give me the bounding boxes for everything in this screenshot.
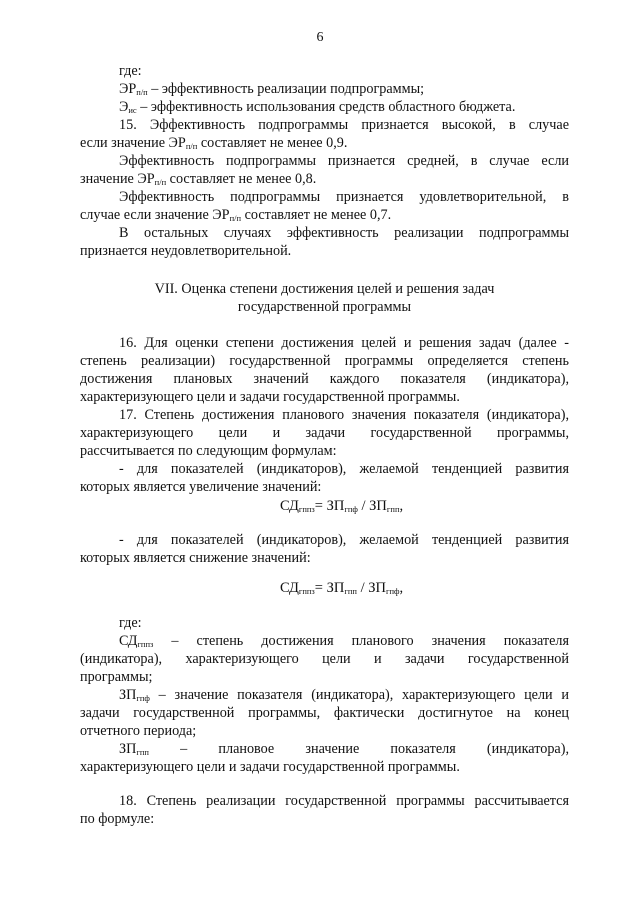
decrease-line1: - для показателей (индикаторов), желаемой тенденцией развития — [119, 532, 569, 548]
other-cases-line2: признается неудовлетворительной. — [80, 243, 292, 259]
para-16-line4: характеризующего цели и задачи государственной программы. — [80, 389, 460, 405]
medium-line2: значение $ЭР_{п/п}$ составляет не менее 0,8. — [80, 171, 317, 187]
definition-zpf-line2: задачи государственной программы, фактически достигнутое на конец — [80, 705, 569, 721]
para-15-line1: 15. Эффективность подпрограммы признается высокой, в случае — [119, 117, 569, 133]
para-17-line2: характеризующего цели и задачи государственной программы, — [80, 425, 569, 441]
definition-zpf-line3: отчетного периода; — [80, 723, 197, 739]
para-17-line1: 17. Степень достижения планового значения показателя (индикатора), — [119, 407, 569, 423]
para-16-line2: степень реализации) государственной программы определяется степень — [80, 353, 569, 369]
definition-zpf-line1: $ЗП_{гпф}$ – значение показателя (индикатора), характеризующего цели и — [119, 687, 569, 703]
section-heading-line2: государственной программы — [237, 299, 412, 315]
increase-line1: - для показателей (индикаторов), желаемой тенденцией развития — [119, 461, 569, 477]
para-18-line1: 18. Степень реализации государственной программы рассчитывается — [119, 793, 569, 809]
increase-line2: которых является увеличение значений: — [80, 479, 322, 495]
satisfactory-line2: случае если значение $ЭР_{п/п}$ составляет не менее 0,7. — [80, 207, 392, 223]
other-cases-line1: В остальных случаях эффективность реализации подпрограммы — [119, 225, 569, 241]
para-18-line2: по формуле: — [80, 811, 155, 827]
definition-sd-line1: $СД_{гппз}$ – степень достижения планового значения показателя — [119, 633, 569, 649]
definition-erpp: $ЭР_{п/п}$ – эффективность реализации подпрограммы; — [119, 81, 425, 97]
para-17-line3: рассчитывается по следующим формулам: — [80, 443, 337, 459]
definition-eis: $Э_{ис}$ – эффективность использования средств областного бюджета. — [119, 99, 516, 115]
definition-zpp-line1: $ЗП_{гпп}$ – плановое значение показателя (индикатора), — [119, 741, 569, 757]
decrease-line2: которых является снижение значений: — [80, 550, 311, 566]
para-15-line2: если значение $ЭР_{п/п}$ составляет не менее 0,9. — [80, 135, 348, 151]
para-16-line3: достижения плановых значений каждого показателя (индикатора), — [80, 371, 569, 387]
definition-sd-line2: (индикатора), характеризующего цели и задачи государственной — [80, 651, 569, 667]
satisfactory-line1: Эффективность подпрограммы признается удовлетворительной, в — [119, 189, 569, 205]
formula-decrease: $СД_{гппз}= ЗП_{гпп} / ЗП_{гпф}$, — [280, 580, 404, 596]
definition-zpp-line2: характеризующего цели и задачи государственной программы. — [80, 759, 460, 775]
section-heading-line1: VII. Оценка степени достижения целей и решения задач — [154, 281, 495, 297]
formula-increase: $СД_{гппз}= ЗП_{гпф} / ЗП_{гпп}$, — [280, 498, 404, 514]
definition-sd-line3: программы; — [80, 669, 153, 685]
page-number: 6 — [316, 30, 324, 45]
para-16-line1: 16. Для оценки степени достижения целей и решения задач (далее - — [119, 335, 569, 351]
medium-line1: Эффективность подпрограммы признается средней, в случае если — [119, 153, 569, 169]
where-label-2: где: — [119, 615, 142, 631]
where-label: где: — [119, 63, 142, 79]
